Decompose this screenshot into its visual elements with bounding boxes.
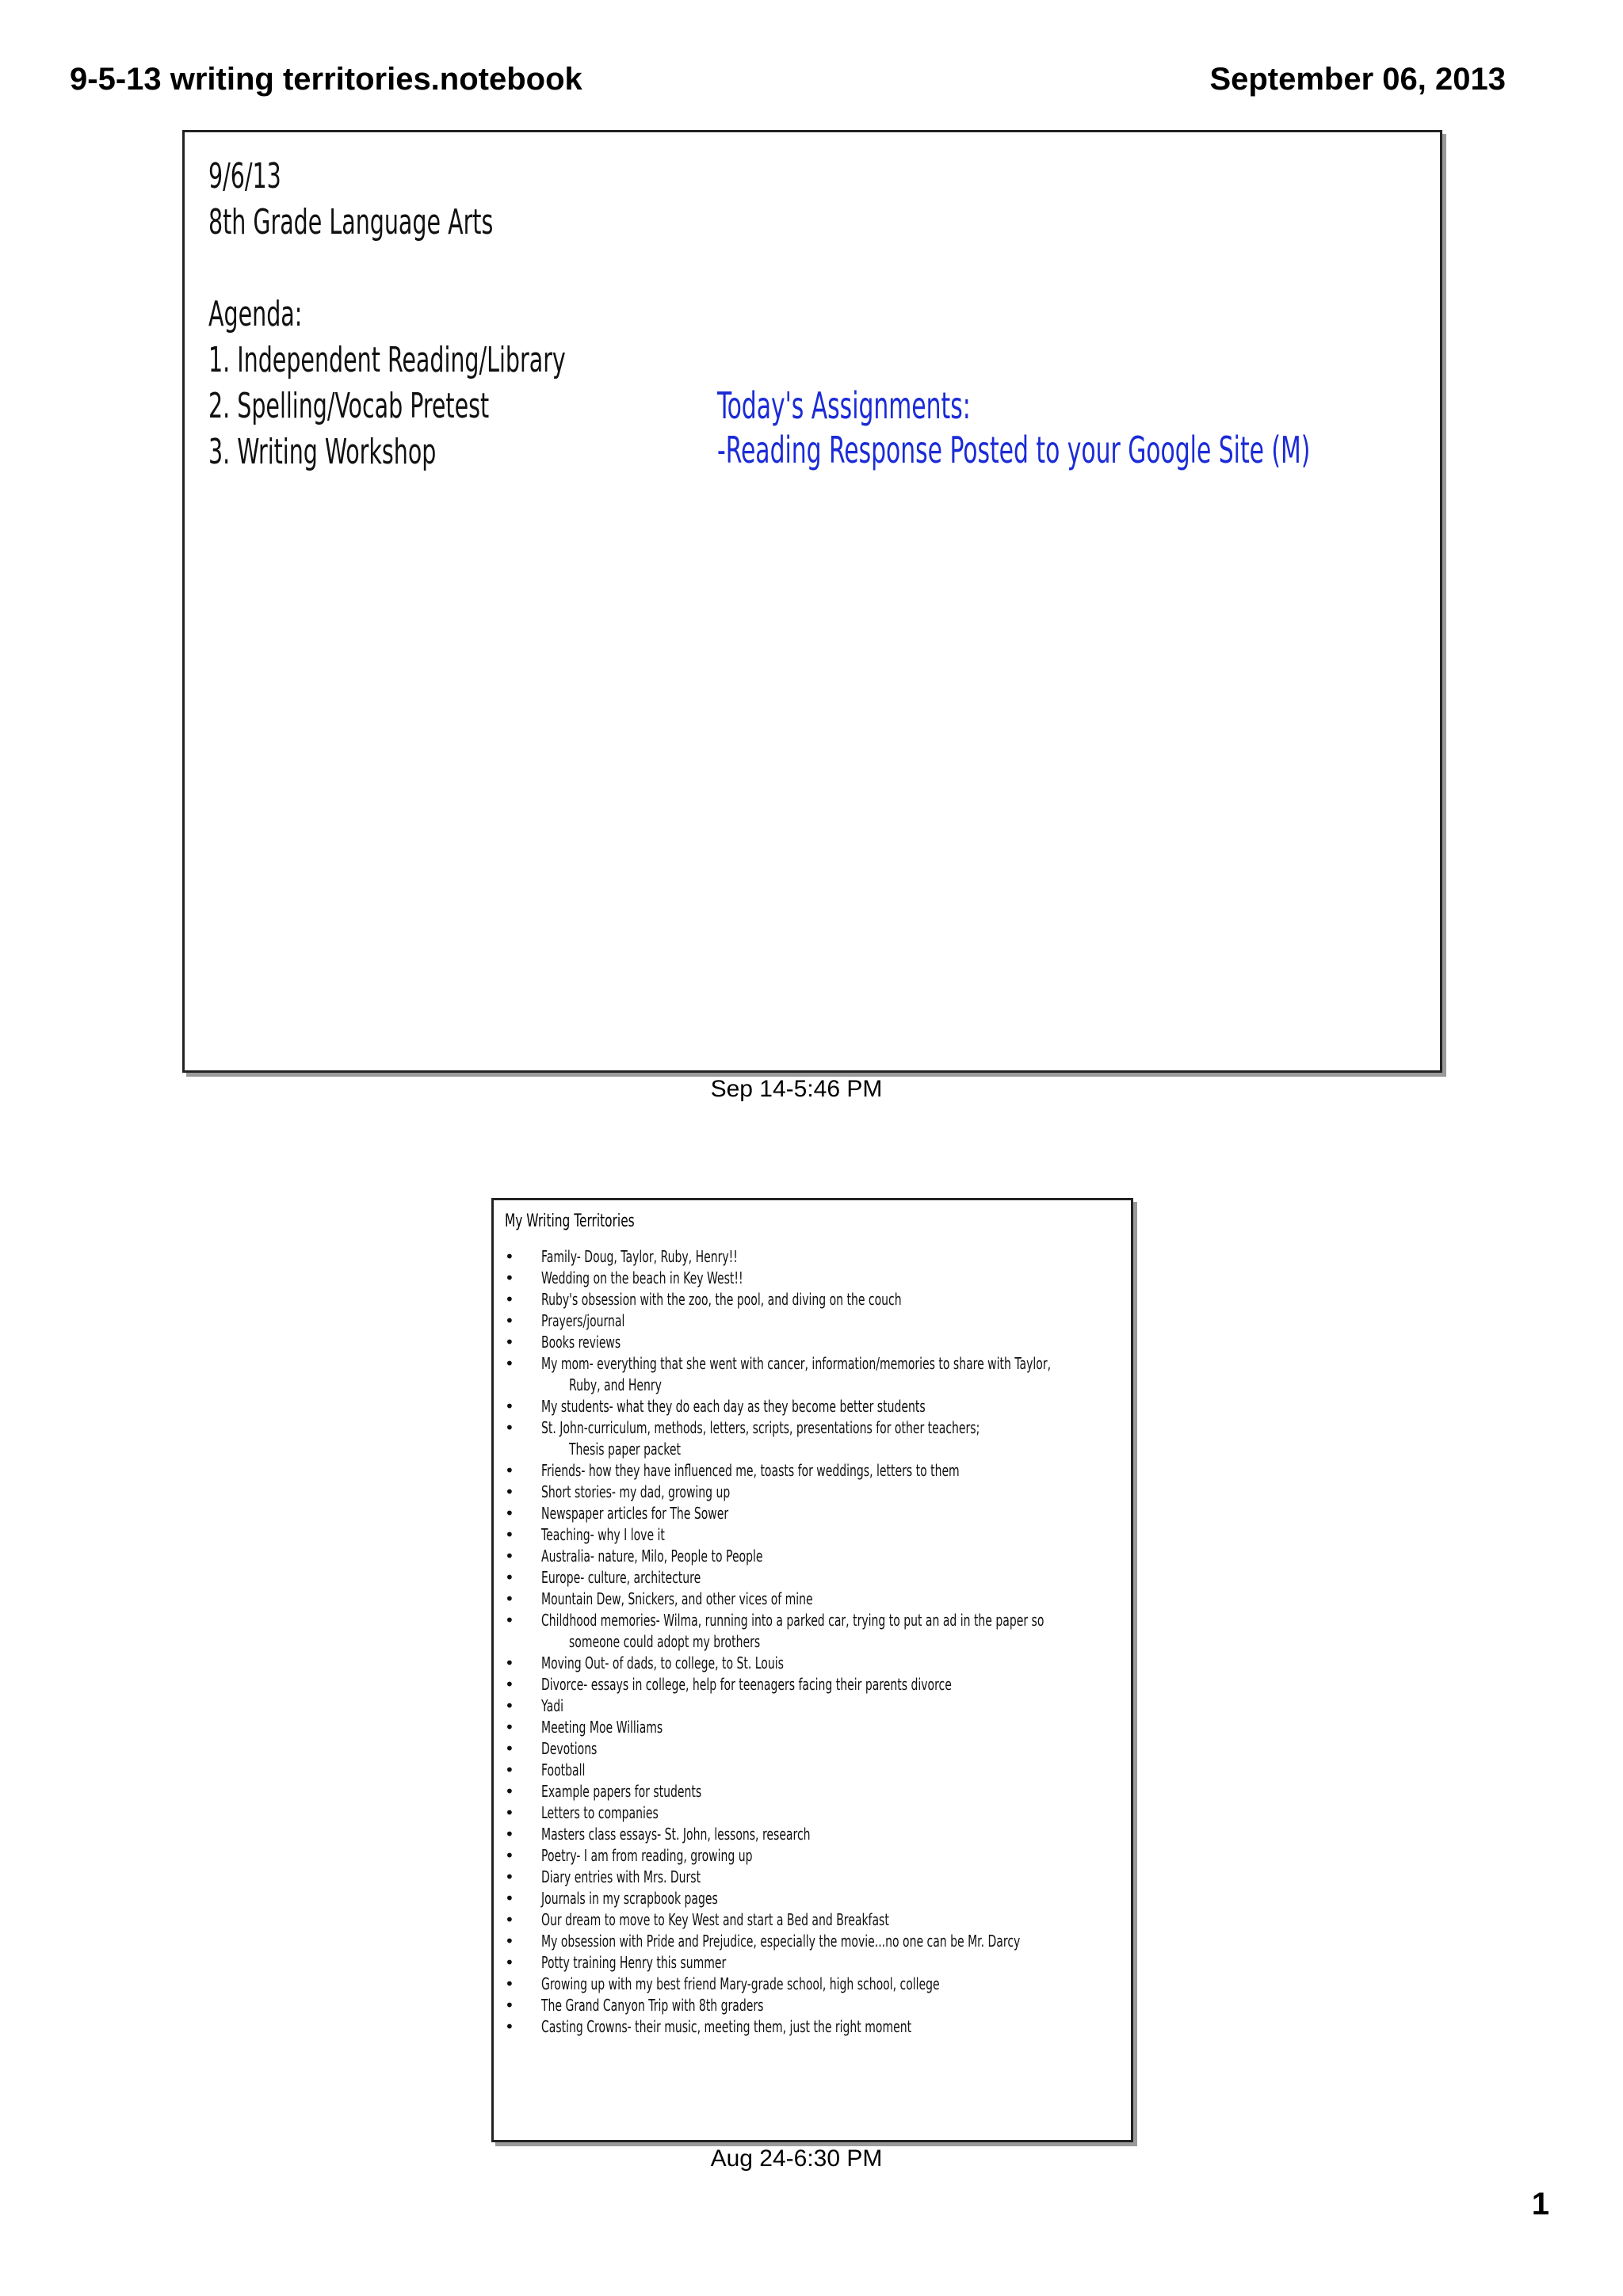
list-item-text: Journals in my scrapbook pages [541, 1889, 718, 1908]
list-item-text: My obsession with Pride and Prejudice, especially the movie...no one can be Mr. Darcy [541, 1932, 1021, 1951]
list-item-continuation: Thesis paper packet [569, 1440, 682, 1459]
list-item [494, 1524, 1131, 1546]
course-name: 8th Grade Language Arts [208, 202, 494, 242]
list-item [494, 1802, 1131, 1824]
slide-agenda [182, 130, 1442, 1073]
list-item-text: My mom- everything that she went with cancer, information/memories to share with Taylor, [541, 1354, 1052, 1373]
bullet-icon: • [505, 1333, 514, 1352]
list-item [494, 1845, 1131, 1867]
assignments-title: Today's Assignments: [717, 384, 971, 427]
bullet-icon: • [505, 1290, 514, 1309]
list-item-text: Divorce- essays in college, help for teenagers facing their parents divorce [541, 1675, 952, 1694]
list-item-text: Casting Crowns- their music, meeting them, just the right moment [541, 2017, 912, 2036]
agenda-item: 2. Spelling/Vocab Pretest [208, 386, 490, 426]
list-item [494, 1760, 1131, 1781]
list-item [494, 1460, 1131, 1482]
list-item [494, 1695, 1131, 1717]
territories-title: My Writing Territories [505, 1211, 635, 1231]
list-item [494, 2016, 1131, 2038]
bullet-icon: • [505, 1418, 514, 1437]
bullet-icon: • [505, 1311, 514, 1330]
bullet-icon: • [505, 1739, 514, 1758]
bullet-icon: • [505, 1504, 514, 1523]
list-item-continuation: someone could adopt my brothers [569, 1632, 761, 1651]
slide-writing-territories [491, 1198, 1133, 2142]
list-item [494, 1332, 1131, 1353]
list-item [494, 1396, 1131, 1417]
list-item-text: Diary entries with Mrs. Durst [541, 1867, 701, 1886]
list-item-text: Yadi [541, 1696, 563, 1715]
list-item [494, 1931, 1131, 1952]
list-item [494, 1909, 1131, 1931]
list-item-text: Poetry- I am from reading, growing up [541, 1846, 753, 1865]
list-item [494, 1417, 1131, 1460]
list-item-text: My students- what they do each day as they become better students [541, 1397, 926, 1416]
list-item-text: Short stories- my dad, growing up [541, 1482, 731, 1501]
list-item-text: Books reviews [541, 1333, 621, 1352]
bullet-icon: • [505, 1760, 514, 1779]
bullet-icon: • [505, 1589, 514, 1608]
page-number: 1 [1531, 2187, 1549, 2222]
list-item-text: Wedding on the beach in Key West!! [541, 1268, 743, 1287]
bullet-icon: • [505, 2017, 514, 2036]
list-item [494, 1610, 1131, 1653]
list-item-text: St. John-curriculum, methods, letters, scripts, presentations for other teachers; [541, 1418, 980, 1437]
list-item [494, 1310, 1131, 1332]
bullet-icon: • [505, 1268, 514, 1287]
list-item-text: Example papers for students [541, 1782, 702, 1801]
list-item-text: Letters to companies [541, 1803, 659, 1822]
slide-timestamp: Sep 14-5:46 PM [710, 1076, 883, 1102]
bullet-icon: • [505, 1867, 514, 1886]
bullet-icon: • [505, 1996, 514, 2015]
bullet-icon: • [505, 1611, 514, 1630]
bullet-icon: • [505, 1525, 514, 1544]
list-item [494, 1781, 1131, 1802]
bullet-icon: • [505, 1953, 514, 1972]
list-item [494, 1268, 1131, 1289]
list-item [494, 1589, 1131, 1610]
list-item-text: Football [541, 1760, 586, 1779]
list-item [494, 1717, 1131, 1738]
bullet-icon: • [505, 1718, 514, 1737]
bullet-icon: • [505, 1782, 514, 1801]
list-item-text: Moving Out- of dads, to college, to St. Louis [541, 1653, 784, 1672]
list-item [494, 1674, 1131, 1695]
bullet-icon: • [505, 1568, 514, 1587]
bullet-icon: • [505, 1482, 514, 1501]
bullet-icon: • [505, 1825, 514, 1844]
list-item-text: Childhood memories- Wilma, running into a parked car, trying to put an ad in the paper so [541, 1611, 1044, 1630]
bullet-icon: • [505, 1247, 514, 1266]
list-item [494, 1738, 1131, 1760]
list-item [494, 1246, 1131, 1268]
list-item [494, 1824, 1131, 1845]
bullet-icon: • [505, 1653, 514, 1672]
list-item [494, 1867, 1131, 1888]
agenda-item: 1. Independent Reading/Library [208, 340, 566, 380]
list-item-text: Teaching- why I love it [541, 1525, 665, 1544]
list-item-text: Meeting Moe Williams [541, 1718, 663, 1737]
bullet-icon: • [505, 1461, 514, 1480]
bullet-icon: • [505, 1675, 514, 1694]
bullet-icon: • [505, 1397, 514, 1416]
list-item-text: Friends- how they have influenced me, toasts for weddings, letters to them [541, 1461, 960, 1480]
list-item-continuation: Ruby, and Henry [569, 1375, 662, 1394]
list-item-text: Mountain Dew, Snickers, and other vices of mine [541, 1589, 813, 1608]
list-item [494, 1482, 1131, 1503]
assignment-item: -Reading Response Posted to your Google Site (M) [717, 429, 1311, 471]
list-item [494, 1503, 1131, 1524]
territories-list [494, 1246, 1131, 2038]
list-item-text: Masters class essays- St. John, lessons, research [541, 1825, 811, 1844]
list-item-text: Our dream to move to Key West and start a Bed and Breakfast [541, 1910, 889, 1929]
list-item-text: Potty training Henry this summer [541, 1953, 727, 1972]
bullet-icon: • [505, 1974, 514, 1993]
list-item [494, 1952, 1131, 1974]
list-item-text: Newspaper articles for The Sower [541, 1504, 729, 1523]
bullet-icon: • [505, 1696, 514, 1715]
list-item [494, 1289, 1131, 1310]
list-item-text: Devotions [541, 1739, 598, 1758]
list-item-text: Growing up with my best friend Mary-grade school, high school, college [541, 1974, 940, 1993]
bullet-icon: • [505, 1846, 514, 1865]
list-item-text: The Grand Canyon Trip with 8th graders [541, 1996, 764, 2015]
document-title: 9-5-13 writing territories.notebook [70, 62, 582, 97]
bullet-icon: • [505, 1354, 514, 1373]
slide-timestamp: Aug 24-6:30 PM [710, 2145, 883, 2172]
document-date: September 06, 2013 [1209, 62, 1506, 97]
list-item [494, 1546, 1131, 1567]
list-item [494, 1567, 1131, 1589]
agenda-item: 3. Writing Workshop [208, 432, 437, 472]
bullet-icon: • [505, 1889, 514, 1908]
bullet-icon: • [505, 1803, 514, 1822]
list-item-text: Prayers/journal [541, 1311, 625, 1330]
list-item [494, 1888, 1131, 1909]
list-item-text: Australia- nature, Milo, People to People [541, 1547, 763, 1566]
list-item-text: Europe- culture, architecture [541, 1568, 701, 1587]
list-item [494, 1995, 1131, 2016]
bullet-icon: • [505, 1547, 514, 1566]
bullet-icon: • [505, 1910, 514, 1929]
list-item [494, 1653, 1131, 1674]
agenda-label: Agenda: [208, 294, 303, 334]
bullet-icon: • [505, 1932, 514, 1951]
list-item-text: Family- Doug, Taylor, Ruby, Henry!! [541, 1247, 738, 1266]
slide-date: 9/6/13 [208, 156, 281, 196]
list-item [494, 1353, 1131, 1396]
list-item [494, 1974, 1131, 1995]
list-item-text: Ruby's obsession with the zoo, the pool, and diving on the couch [541, 1290, 902, 1309]
